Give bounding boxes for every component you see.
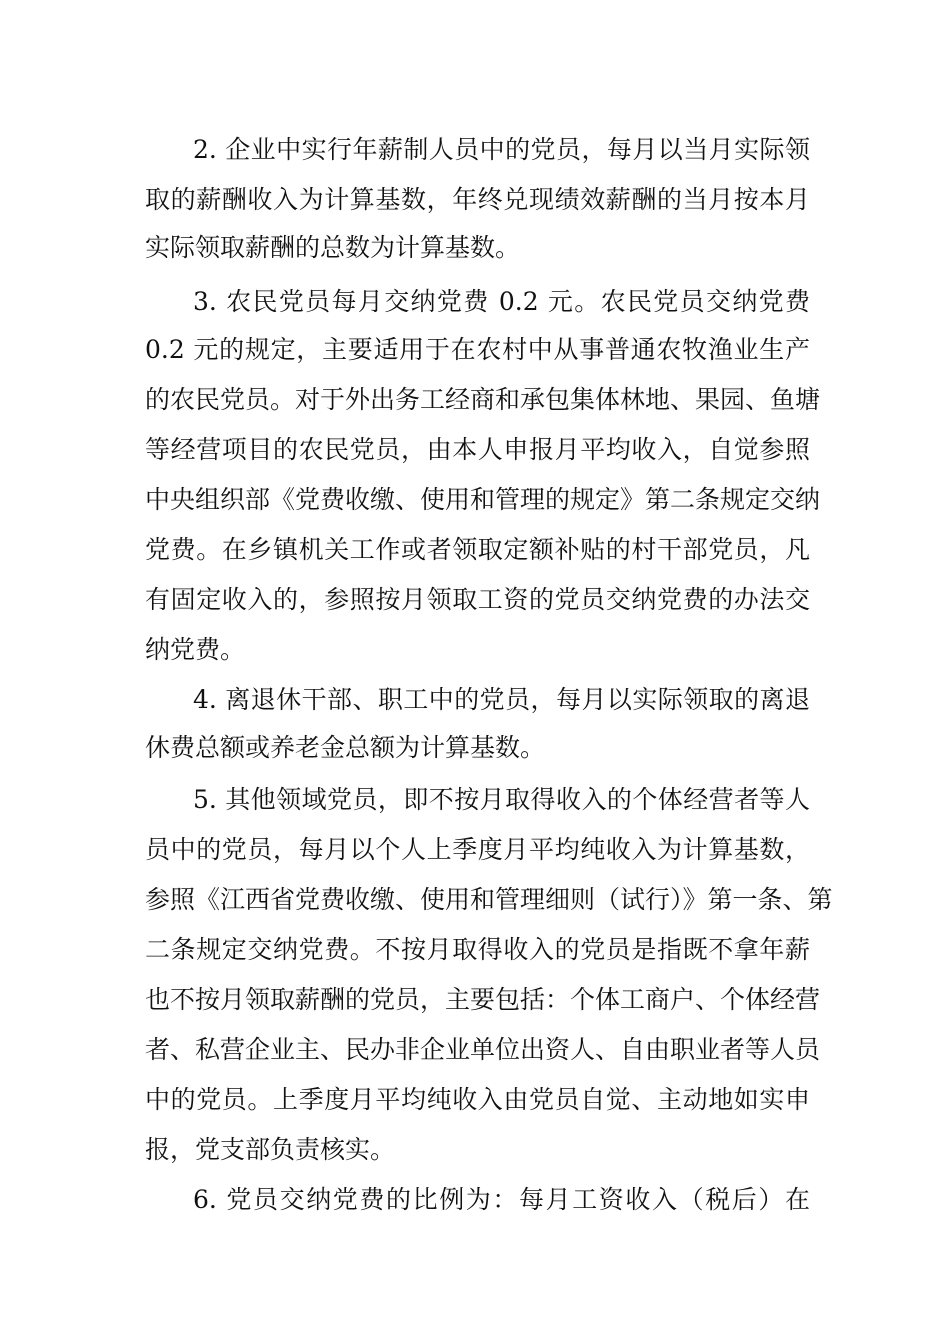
- paragraph-2-line-7: 有固定收入的，参照按月领取工资的党员交纳党费的办法交: [145, 585, 810, 614]
- paragraph-4-line-2: 员中的党员，每月以个人上季度月平均纯收入为计算基数，: [145, 835, 810, 864]
- paragraph-3-line-1: 4. 离退休干部、职工中的党员，每月以实际领取的离退: [193, 685, 810, 714]
- paragraph-2-line-6: 党费。在乡镇机关工作或者领取定额补贴的村干部党员，凡: [145, 535, 810, 564]
- paragraph-4-line-3: 参照《江西省党费收缴、使用和管理细则（试行）》第一条、第: [145, 885, 833, 914]
- paragraph-4-line-4: 二条规定交纳党费。不按月取得收入的党员是指既不拿年薪: [145, 935, 810, 964]
- paragraph-5-line-1: 6. 党员交纳党费的比例为：每月工资收入（税后）在: [193, 1185, 810, 1214]
- paragraph-4-line-5: 也不按月领取薪酬的党员，主要包括：个体工商户、个体经营: [145, 985, 821, 1014]
- paragraph-2-line-8: 纳党费。: [145, 635, 246, 664]
- paragraph-4-line-6: 者、私营企业主、民办非企业单位出资人、自由职业者等人员: [145, 1035, 821, 1064]
- paragraph-4-line-1: 5. 其他领域党员，即不按月取得收入的个体经营者等人: [193, 785, 810, 814]
- paragraph-1-line-2: 取的薪酬收入为计算基数，年终兑现绩效薪酬的当月按本月: [145, 185, 810, 214]
- paragraph-2-line-3: 的农民党员。对于外出务工经商和承包集体林地、果园、鱼塘: [145, 385, 821, 414]
- paragraph-2-line-4: 等经营项目的农民党员，由本人申报月平均收入，自觉参照: [145, 435, 810, 464]
- paragraph-1-line-3: 实际领取薪酬的总数为计算基数。: [145, 233, 521, 262]
- paragraph-2-line-2: 0.2 元的规定，主要适用于在农村中从事普通农牧渔业生产: [145, 335, 810, 364]
- paragraph-4-line-8: 报，党支部负责核实。: [145, 1135, 396, 1164]
- paragraph-2-line-1: 3. 农民党员每月交纳党费 0.2 元。农民党员交纳党费: [193, 287, 810, 316]
- paragraph-3-line-2: 休费总额或养老金总额为计算基数。: [145, 733, 546, 762]
- paragraph-4-line-7: 中的党员。上季度月平均纯收入由党员自觉、主动地如实申: [145, 1085, 810, 1114]
- paragraph-2-line-5: 中央组织部《党费收缴、使用和管理的规定》第二条规定交纳: [145, 485, 821, 514]
- paragraph-1-line-1: 2. 企业中实行年薪制人员中的党员，每月以当月实际领: [193, 135, 810, 164]
